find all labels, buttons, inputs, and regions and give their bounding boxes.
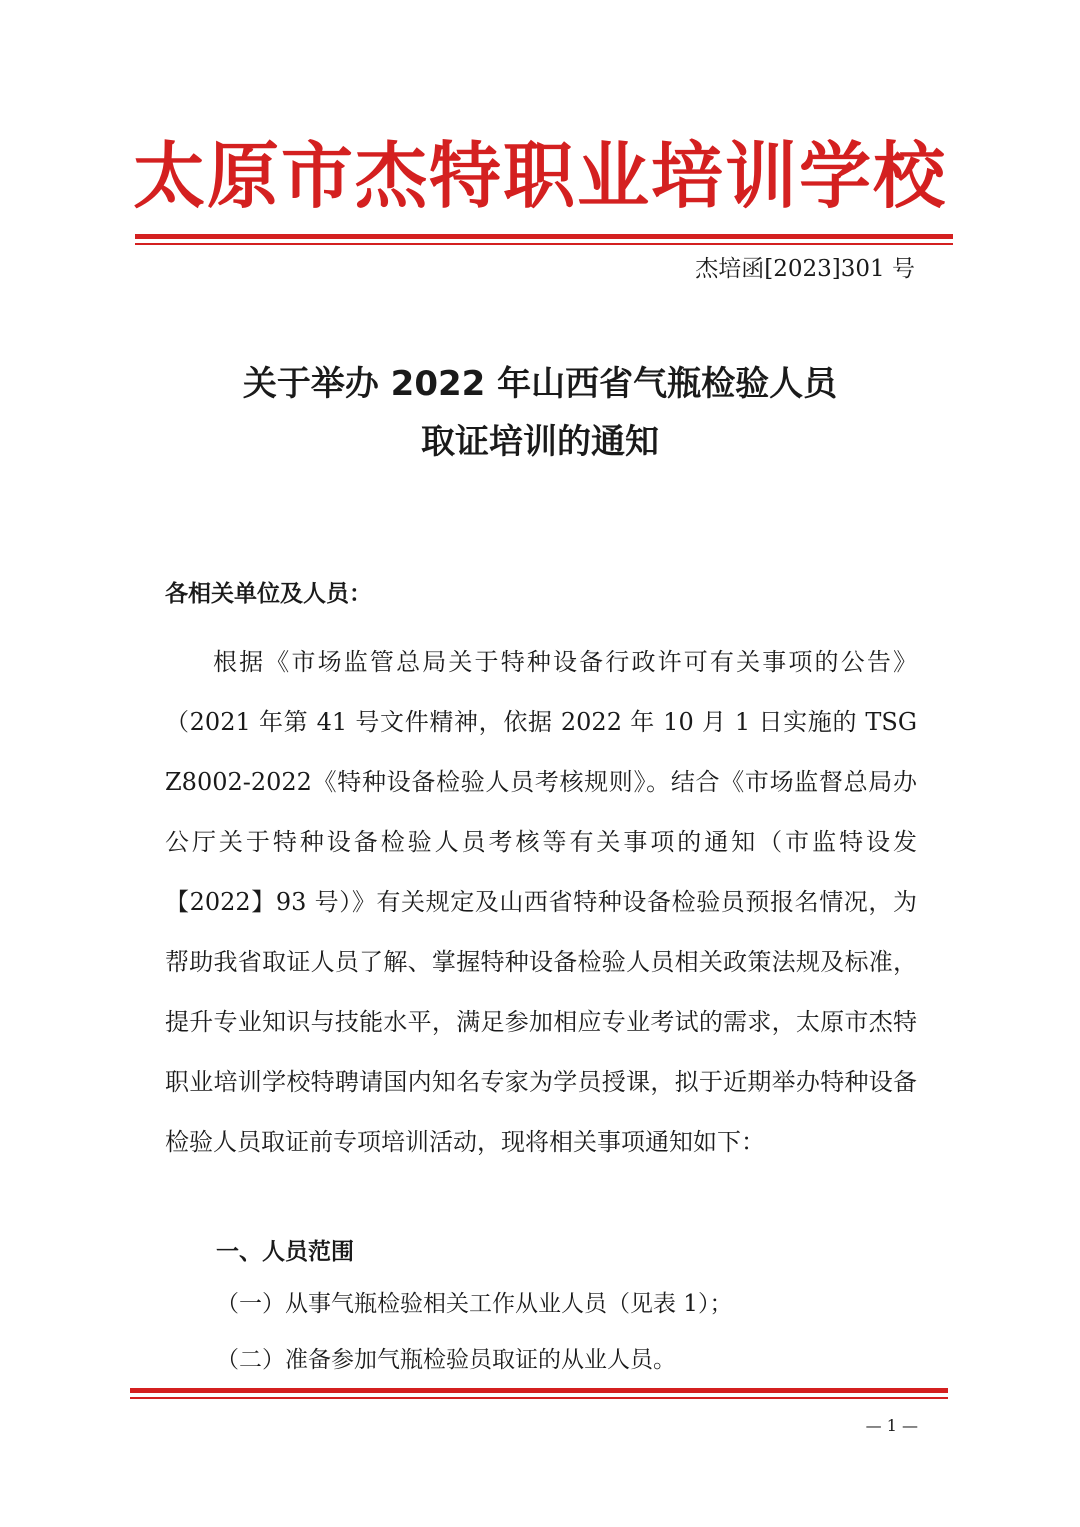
list-item: （二）准备参加气瓶检验员取证的从业人员。 [216,1347,676,1373]
header-divider-thick [135,234,953,239]
document-title-line-1: 关于举办 2022 年山西省气瓶检验人员 [242,364,838,404]
page-number: — 1 — [865,1416,918,1435]
header-divider-thin [135,243,953,245]
section-heading: 一、人员范围 [216,1239,354,1265]
footer-divider-thin [130,1397,948,1399]
body-paragraph: 根据《市场监管总局关于特种设备行政许可有关事项的公告》（2021 年第 41 号文件精神，依据 2022 年 10 月 1 日实施的 TSG Z8002-2022《特种设备检验人员考核规则》。结合《市场监督总局办公厅关于特种设备检验人员考核等有关事项的通知（市监特设发【2022】93 号）》有关规定及山西省特种设备检验员预报名情况，为帮助我省取证人员了解、掌握特种设备检验人员相关政策法规及标准，提升专业知识与技能水平，满足参加相应专业考试的需求，太原市杰特职业培训学校特聘请国内知名专家为学员授课，拟于近期举办特种设备检验人员取证前专项培训活动，现将相关事项通知如下： [165,648,917,1156]
letterhead-title: 太原市杰特职业培训学校 [132,134,947,218]
document-title-line-2: 取证培训的通知 [421,422,659,462]
footer-divider-thick [130,1388,948,1393]
list-item: （一）从事气瓶检验相关工作从业人员（见表 1）； [216,1291,733,1317]
document-number: 杰培函[2023]301 号 [695,256,915,282]
salutation: 各相关单位及人员： [165,581,372,607]
